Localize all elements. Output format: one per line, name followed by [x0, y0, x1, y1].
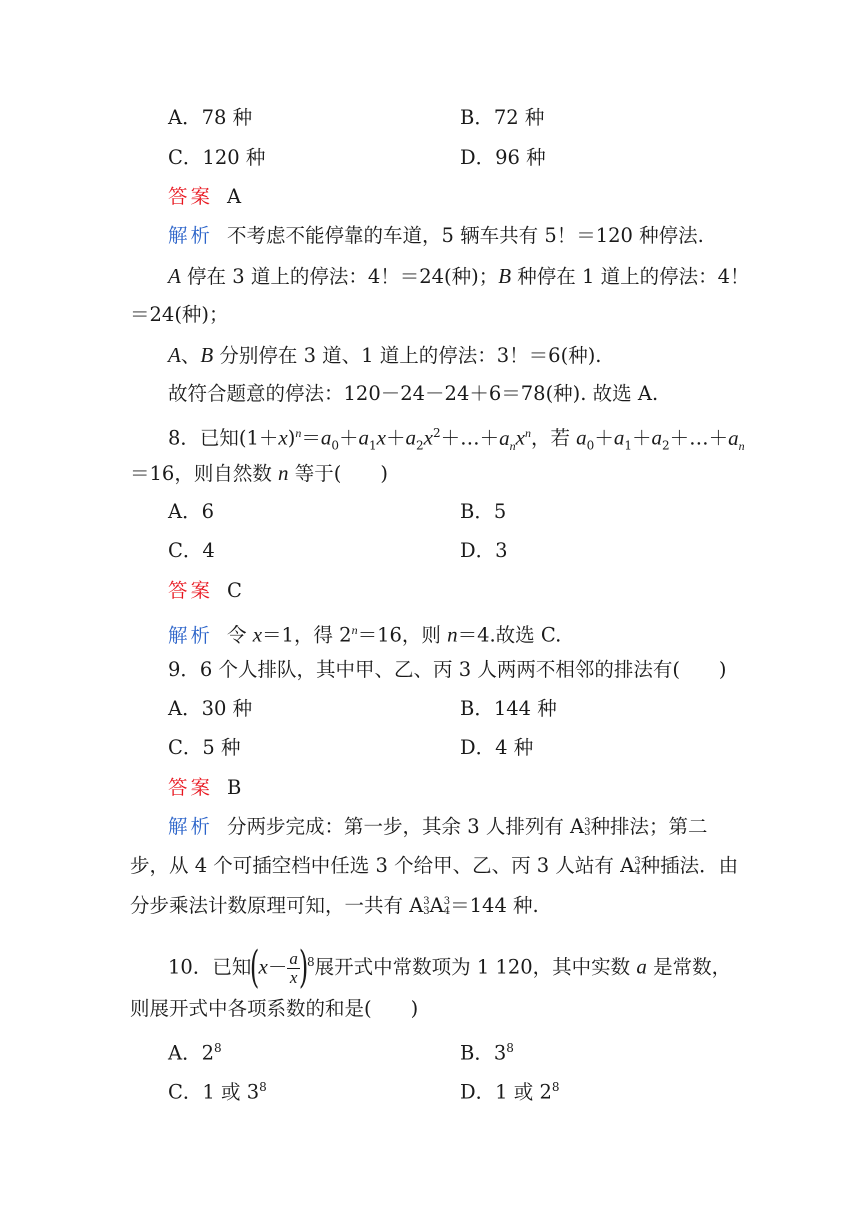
q8-answer	[168, 579, 242, 603]
q9-analysis-line-3: 分步乘法计数原理可知，一共有 A3 3A3 4＝144 种.	[130, 894, 539, 917]
q10-option-a: A．$2^8$	[168, 1041, 222, 1065]
q9-option-c: C．5 种	[168, 736, 241, 759]
answer-value: B	[227, 776, 242, 799]
q8-option-a: A．6	[168, 500, 214, 523]
answer-value: C	[227, 579, 242, 602]
analysis-text: 分别停在 3 道、1 道上的停法：3！＝6(种).	[213, 344, 602, 367]
option-c: C．120 种	[168, 146, 266, 169]
var-b: B	[498, 264, 512, 288]
q8-stem: 8．已知$(1+x)^n=a_0+a_1x+a_2x^2+\dots+a_nx^n$，若 $a_0+a_1+a_2+\dots+a_n$	[168, 425, 745, 453]
q8-text: 8．已知(1＋	[168, 426, 279, 450]
option-d: D．96 种	[460, 146, 546, 169]
answer-line	[168, 185, 241, 209]
q9-option-d: D．4 种	[460, 736, 534, 759]
analysis-line-5: 故符合题意的停法：120－24－24＋6＝78(种). 故选 A.	[168, 382, 659, 405]
answer-value: A	[227, 185, 242, 208]
var-b: B	[200, 343, 214, 367]
q9-analysis-line-1: 解析 分两步完成：第一步，其余 3 人排列有 A3 3种排法；第二	[168, 815, 708, 838]
analysis-label: 解析	[168, 224, 214, 247]
q10-stem: 10．已知(x－ $\frac{a}{x}$ )$^8$展开式中常数项为 1 120，其中实数 a 是常数，	[168, 942, 732, 993]
q9-stem: 9．6 个人排队，其中甲、乙、丙 3 人两两不相邻的排法有( )	[168, 658, 727, 681]
q8-stem-line2: ＝16，则自然数 n 等于( )	[130, 461, 388, 485]
q10-stem-line2: 则展开式中各项系数的和是( )	[130, 997, 419, 1020]
q8-text: ，若	[530, 426, 577, 450]
q10-option-b: B．$3^8$	[460, 1041, 514, 1065]
q8-option-d: D．3	[460, 539, 508, 562]
analysis-text: 停在 3 道上的停法：4！＝24(种)；	[180, 265, 499, 288]
var-a: A	[168, 264, 181, 288]
q9-option-b: B．144 种	[460, 697, 557, 720]
var-a: A	[168, 343, 181, 367]
answer-label: 答案	[168, 579, 214, 602]
analysis-line-1	[168, 224, 704, 248]
analysis-label: 解析	[168, 815, 214, 838]
q8-text: ＝16，则自然数	[130, 462, 279, 485]
q8-analysis: 解析 令 x＝1，得 $2^n=16$，则 n＝4.故选 C.	[168, 622, 562, 647]
q10-option-d: D．1 或 $2^8$	[460, 1080, 560, 1104]
q8-text: 等于( )	[288, 462, 388, 485]
q8-option-c: C．4	[168, 539, 215, 562]
q10-option-c: C．1 或 $3^8$	[168, 1080, 267, 1104]
option-a: A．78 种	[168, 106, 253, 129]
q9-answer	[168, 776, 241, 800]
analysis-line-3: ＝24(种)；	[130, 303, 229, 326]
q9-analysis-line-2: 步，从 4 个可插空档中任选 3 个给甲、乙、丙 3 人站有 A3 4种插法．由	[130, 854, 739, 877]
analysis-line-4	[168, 343, 602, 368]
q9-option-a: A．30 种	[168, 697, 253, 720]
answer-label: 答案	[168, 776, 214, 799]
analysis-text: 种停在 1 道上的停法：4！	[511, 265, 750, 288]
analysis-label: 解析	[168, 623, 214, 647]
q8-option-b: B．5	[460, 500, 507, 523]
analysis-text: 不考虑不能停靠的车道，5 辆车共有 5！＝120 种停法.	[227, 224, 704, 247]
answer-label: 答案	[168, 185, 214, 208]
analysis-line-2	[168, 264, 750, 289]
option-b: B．72 种	[460, 106, 545, 129]
analysis-text: 、	[180, 344, 201, 367]
